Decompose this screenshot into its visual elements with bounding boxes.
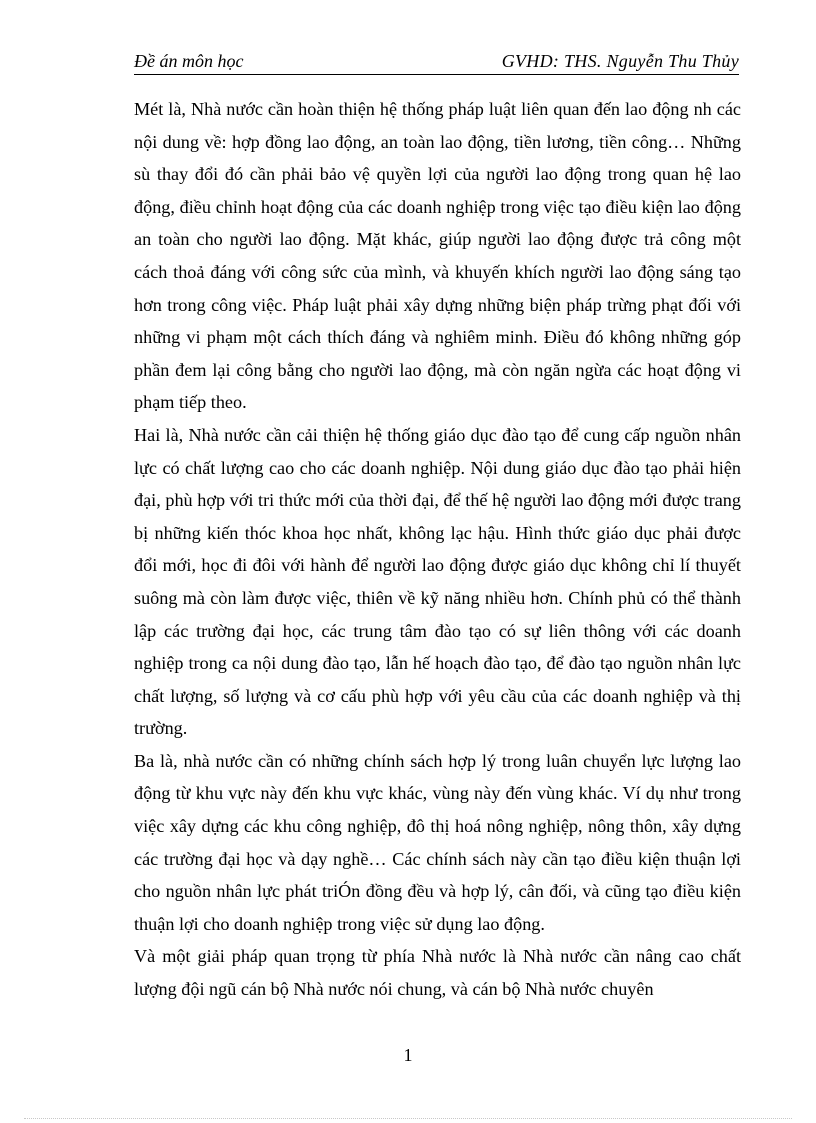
paragraph-three: Ba là, nhà nước cần có những chính sách hợp lý trong luân chuyển lực lượng lao động từ khu vực này đến khu vực khác, vùng này đến vùng khác. Ví dụ như trong việc xây dựng các khu công nghiệp, đô thị hoá nông nghiệp, nông thôn, xây dựng các trường đại học và dạy nghề… Các chính sách này cần tạo điều kiện thuận lợi cho nguồn nhân lực phát triÓn đồng đều và hợp lý, cân đối, và cũng tạo điều kiện thuận lợi cho doanh nghiệp trong việc sử dụng lao động.: [134, 750, 741, 934]
document-body: [134, 93, 741, 1006]
paragraph-one: Mét là, Nhà nước cần hoàn thiện hệ thống pháp luật liên quan đến lao động nh các nội dung về: hợp đồng lao động, an toàn lao động, tiền lương, tiền công… Những sù thay đổi đó cần phải bảo vệ quyền lợi của người lao động trong quan hệ lao động, điều chỉnh hoạt động của các doanh nghiệp trong việc tạo điều kiện lao động an toàn cho người lao động. Mặt khác, giúp người lao động được trả công một cách thoả đáng với công sức của mình, và khuyến khích người lao động sáng tạo hơn trong công việc. Pháp luật phải xây dựng những biện pháp trừng phạt đối với những vi phạm một cách thích đáng và nghiêm minh. Điều đó không những góp phần đem lại công bằng cho người lao động, mà còn ngăn ngừa các hoạt động vi phạm tiếp theo.: [134, 99, 741, 413]
header-course-title: Đề án môn học: [134, 51, 244, 71]
paragraph-two: Hai là, Nhà nước cần cải thiện hệ thống giáo dục đào tạo để cung cấp nguồn nhân lực có chất lượng cao cho các doanh nghiệp. Nội dung giáo dục đào tạo phải hiện đại, phù hợp với tri thức mới của thời đại, để thế hệ người lao động mới được trang bị những kiến thóc khoa học nhất, không lạc hậu. Hình thức giáo dục phải được đổi mới, học đi đôi với hành để người lao động được giáo dục không chỉ lí thuyết suông mà còn làm được việc, thiên về kỹ năng nhiều hơn. Chính phủ có thể thành lập các trường đại học, các trung tâm đào tạo có sự liên thông với các doanh nghiệp trong ca nội dung đào tạo, lẫn hế hoạch đào tạo, để đào tạo nguồn nhân lực chất lượng, số lượng và cơ cấu phù hợp với yêu cầu của các doanh nghiệp và thị trường.: [134, 424, 741, 739]
header-supervisor: GVHD: THS. Nguyễn Thu Thủy: [501, 51, 739, 71]
paragraph-four: Và một giải pháp quan trọng từ phía Nhà nước là Nhà nước cần nâng cao chất lượng đội ngũ cán bộ Nhà nước nói chung, và cán bộ Nhà nước chuyên: [134, 946, 741, 1000]
page-bottom-border: [24, 1118, 792, 1119]
page-number: 1: [403, 1045, 413, 1065]
header-divider: [134, 74, 739, 75]
page-header: [134, 50, 739, 74]
